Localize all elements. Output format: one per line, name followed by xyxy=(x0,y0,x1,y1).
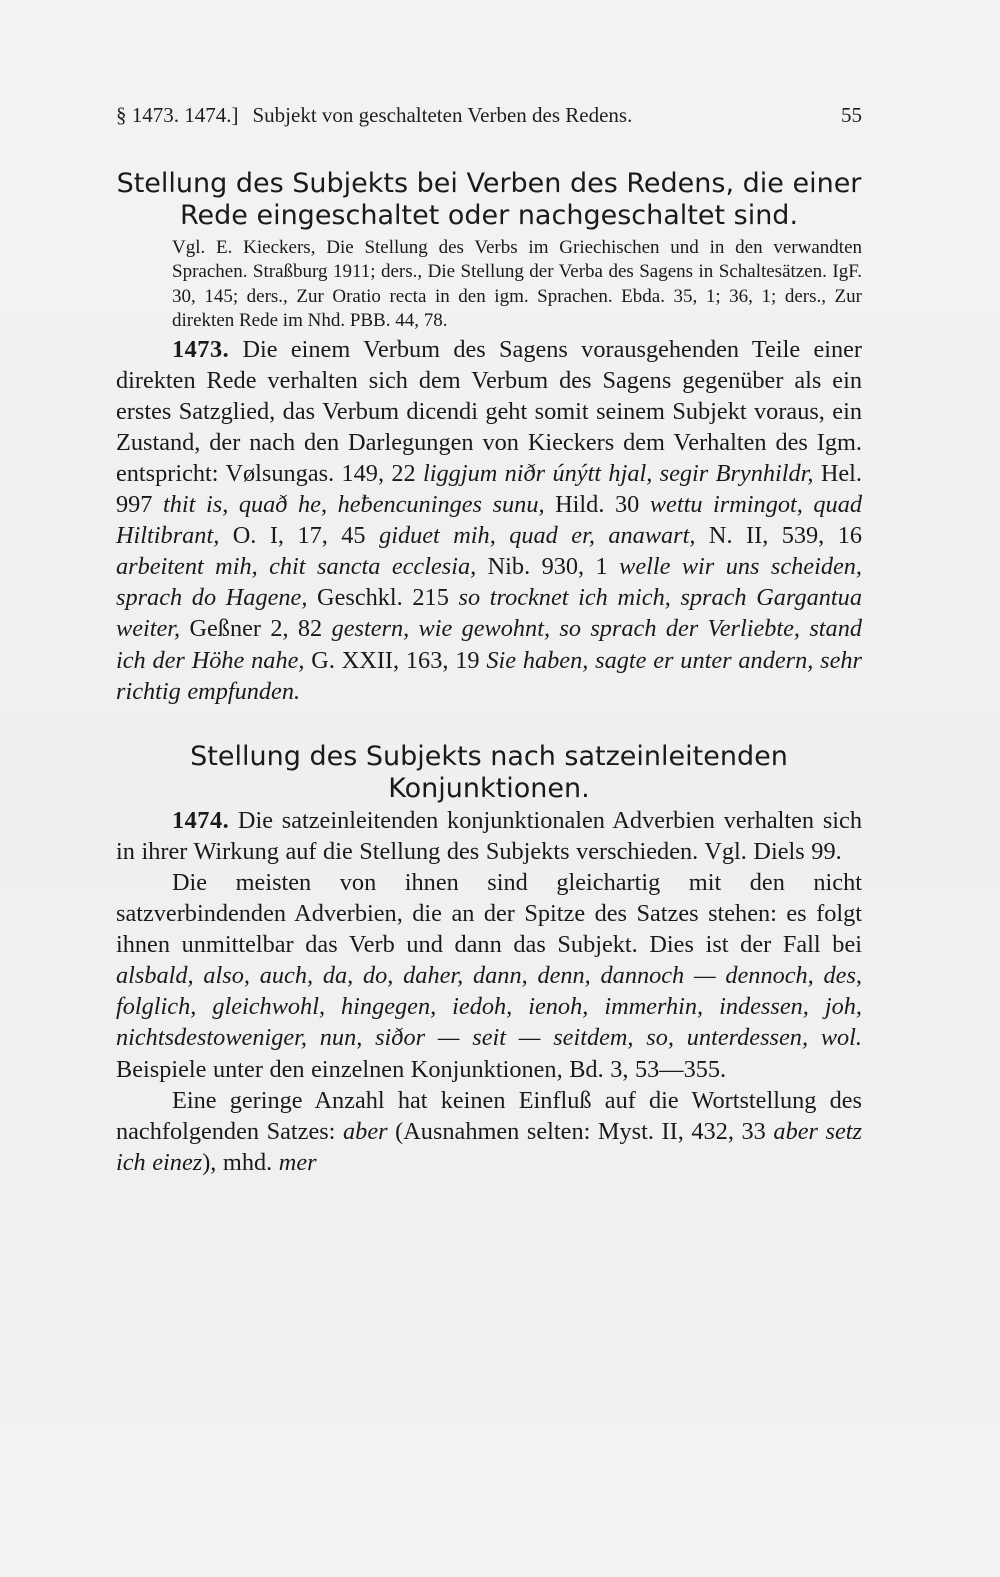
paragraph-1474 xyxy=(116,805,862,867)
example-quote: liggjum niðr únýtt hjal, segir Brynhildr, xyxy=(423,460,814,487)
body-text: Hild. 30 xyxy=(544,491,650,519)
section-reference: § 1473. 1474.] xyxy=(116,103,239,127)
body-text: Geschkl. 215 xyxy=(307,584,459,612)
running-head xyxy=(116,100,862,130)
example-quote: thit is, quað he, heƀencuninges sunu, xyxy=(163,491,545,519)
example-quote: wettu irmingot, quad Hiltibrant, xyxy=(116,491,862,550)
bibliography-note xyxy=(116,236,862,334)
body-text: (Ausnahmen selten: Myst. II, 432, 33 xyxy=(387,1117,774,1145)
paragraph-1474-final xyxy=(116,1085,862,1178)
body-text: Beispiele unter den einzelnen Konjunktionen, Bd. 3, 53—355. xyxy=(116,1055,727,1083)
paragraph-1473 xyxy=(116,334,862,707)
body-text: G. XXII, 163, 19 xyxy=(304,646,487,674)
page-content xyxy=(116,100,862,1178)
body-text: N. II, 539, 16 xyxy=(695,522,863,550)
bibliography-text: Vgl. E. Kieckers, Die Stellung des Verbs im Griechischen und in den verwandten Sprachen. Straßburg 1911; ders., Die Stellung der Verba des Sagens in Schaltesätzen. IgF. 30, 145; ders., Zur Oratio recta in den igm. Sprachen. Ebda. 35, 1; 36, 1; ders., Zur direkten Rede im Nhd. PBB. 44, 78. xyxy=(172,237,862,332)
example-quote: aber setz ich einez xyxy=(116,1117,862,1176)
body-text: Die meisten von ihnen sind gleichartig mit den nicht satzverbindenden Adverbien, die an der Spitze des Satzes stehen: es folgt ihnen unmittelbar das Verb und dann das Subjekt. Dies ist der Fall bei xyxy=(116,868,862,959)
example-quote: so trocknet ich mich, sprach Gargantua weiter, xyxy=(116,584,862,643)
body-text: Nib. 930, 1 xyxy=(476,553,620,581)
running-head-left xyxy=(116,100,632,130)
example-quote: Sie haben, sagte er unter andern, sehr richtig empfunden. xyxy=(116,646,862,705)
body-text: Die satzeinleitenden konjunktionalen Adverbien verhalten sich in ihrer Wirkung auf die Stellung des Subjekts verschieden. Vgl. Diels 99. xyxy=(116,806,862,865)
conjunction-list: alsbald, also, auch, da, do, daher, dann, denn, dannoch — dennoch, des, folglich, gleichwohl, hingegen, iedoh, ienoh, immerhin, indessen, joh, nichtsdestoweniger, nun, siðor — seit — seitdem, so, unterdessen, wol. xyxy=(116,962,862,1052)
example-quote: gestern, wie gewohnt, so sprach der Verliebte, stand ich der Höhe nahe, xyxy=(116,615,862,674)
body-text: ), mhd. xyxy=(202,1148,279,1176)
example-quote: arbeitent mih, chit sancta ecclesia, xyxy=(116,553,477,581)
body-text: Eine geringe Anzahl hat keinen Einfluß auf die Wortstellung des nachfolgenden Satzes: xyxy=(116,1086,862,1145)
section-title-verbs-of-speaking: Stellung des Subjekts bei Verben des Redens, die einer Rede eingeschaltet oder nachgeschaltet sind. xyxy=(116,168,862,231)
body-text: Hel. 997 xyxy=(116,460,862,519)
page-number: 55 xyxy=(841,103,862,127)
paragraph-number: 1473. xyxy=(172,335,230,363)
example-word: mer xyxy=(278,1148,317,1176)
section-title-conjunctions: Stellung des Subjekts nach satzeinleitenden Konjunktionen. xyxy=(190,740,788,804)
body-text: Die einem Verbum des Sagens vorausgehenden Teile einer direkten Rede verhalten sich dem Verbum des Sagens gegenüber als ein erstes Satzglied, das Verbum dicendi geht somit seinem Subjekt voraus, ein Zustand, der nach den Darlegungen von Kieckers dem Verhalten des Igm. entspricht: Vølsungas. 149, 22 xyxy=(116,335,862,487)
example-quote: welle wir uns scheiden, sprach do Hagene, xyxy=(116,553,862,612)
body-text: Geßner 2, 82 xyxy=(180,615,332,643)
running-title: Subjekt von geschalteten Verben des Redens. xyxy=(252,103,633,127)
example-word: aber xyxy=(343,1117,388,1145)
body-text: O. I, 17, 45 xyxy=(219,522,380,550)
example-quote: giduet mih, quad er, anawart, xyxy=(379,522,696,550)
paragraph-1474-continued xyxy=(116,867,862,1085)
paragraph-number: 1474. xyxy=(172,806,230,834)
